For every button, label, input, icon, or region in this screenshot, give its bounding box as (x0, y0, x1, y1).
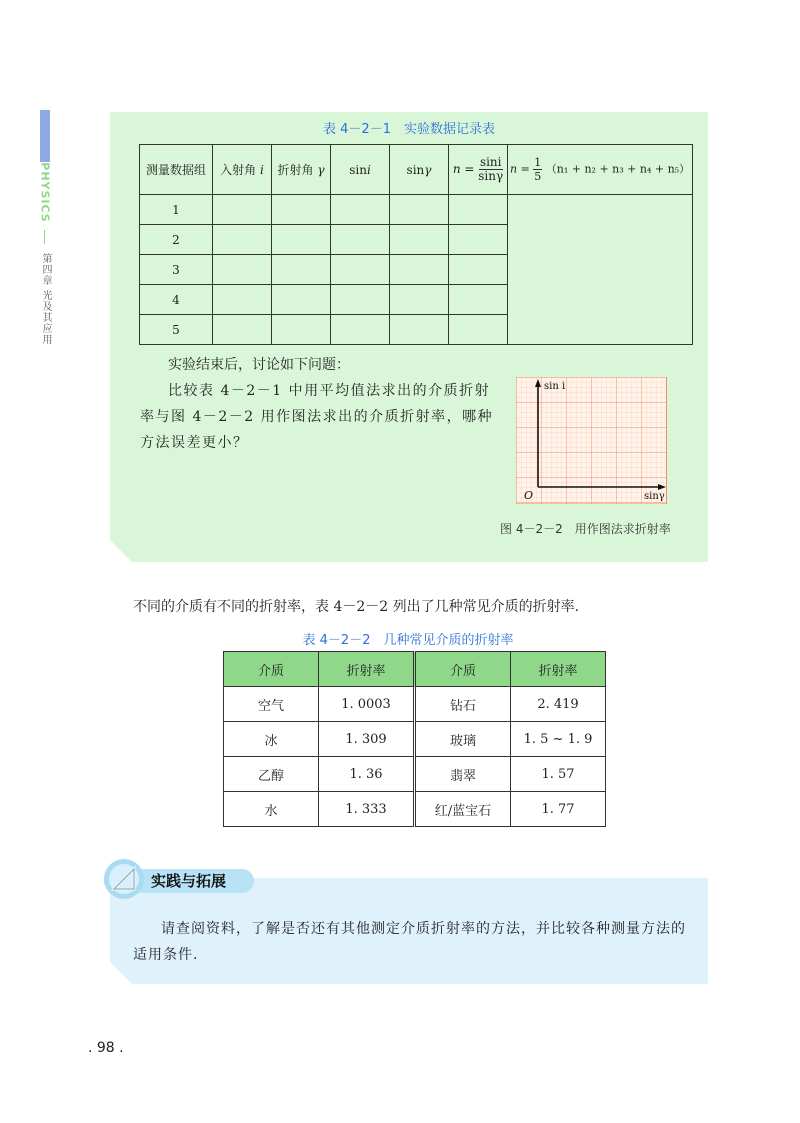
average-cell (508, 195, 693, 345)
experiment-data-table (139, 144, 693, 345)
origin-label: O (524, 489, 534, 502)
graph-paper-figure (516, 377, 667, 504)
side-accent-bar (40, 110, 50, 162)
table1-title: 表 4－2－1 实验数据记录表 (323, 122, 495, 137)
header-sinr: sinγ (390, 145, 449, 195)
table-row: 乙醇 1. 36 翡翠 1. 57 (224, 757, 606, 792)
table-row: 2 (140, 225, 693, 255)
header-sini: sini (331, 145, 390, 195)
table-row: 冰 1. 309 玻璃 1. 5 ~ 1. 9 (224, 722, 606, 757)
discussion-intro: 实验结束后，讨论如下问题： (168, 357, 350, 373)
table2-header-row: 介质 折射率 介质 折射率 (224, 652, 606, 687)
side-subject-label: PHYSICS (38, 162, 52, 223)
table-row: 1 (140, 195, 693, 225)
header-n-formula: n = $\frac{\sin i}{\sin\gamma}$ (449, 145, 508, 195)
table-row: 5 (140, 315, 693, 345)
header-average-formula: n = $\frac{1}{5}$ （n₁ + n₂ + n₃ + n₄ + n₅） (508, 145, 693, 195)
side-chapter-label: 第四章 光及其应用 (40, 253, 51, 346)
table-row: 4 (140, 285, 693, 315)
page-number: . 98 . (88, 1040, 124, 1056)
refractive-index-table (223, 651, 606, 827)
y-axis-label: sin i (544, 381, 566, 392)
table-row: 空气 1. 0003 钻石 2. 419 (224, 687, 606, 722)
figure-caption: 图 4－2－2 用作图法求折射率 (500, 522, 671, 536)
table1-header-row (140, 145, 693, 195)
extension-label: 实践与拓展 (151, 872, 227, 890)
extension-text: 请查阅资料，了解是否还有其他测定介质折射率的方法，并比较各种测量方法的适用条件. (133, 921, 686, 963)
table2-title: 表 4－2－2 几种常见介质的折射率 (302, 633, 514, 648)
header-incidence: 入射角 i (213, 145, 272, 195)
header-group: 测量数据组 (140, 145, 213, 195)
discussion-question: 比较表 4－2－1 中用平均值法求出的介质折射率与图 4－2－2 用作图法求出的介质折射率，哪种方法误差更小？ (140, 383, 494, 451)
table-row: 3 (140, 255, 693, 285)
header-refraction: 折射角 γ (272, 145, 331, 195)
table-row: 水 1. 333 红/蓝宝石 1. 77 (224, 792, 606, 827)
intro-paragraph: 不同的介质有不同的折射率，表 4－2－2 列出了几种常见介质的折射率. (133, 599, 580, 615)
discussion-text (140, 352, 500, 456)
side-divider (44, 230, 45, 244)
x-axis-label: sinγ (644, 491, 665, 502)
